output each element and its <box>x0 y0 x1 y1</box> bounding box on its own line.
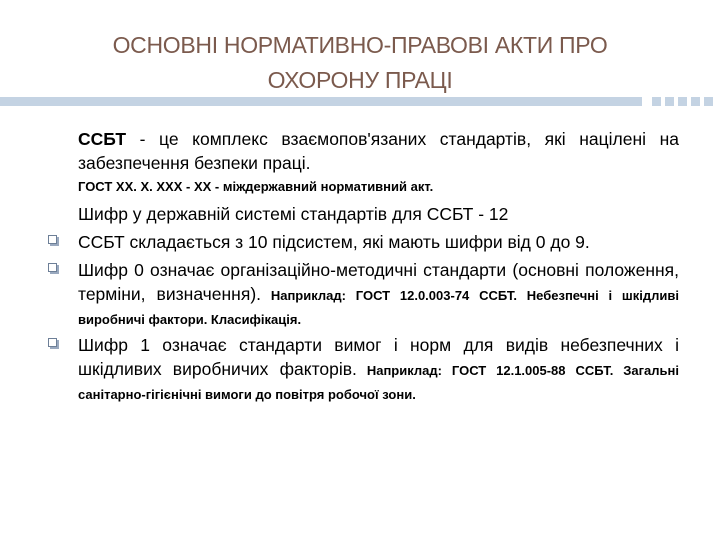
bullet-item-cipher-1-text: Шифр 1 означає стандарти вимог і норм для видів небезпечних і шкідливих виробничих факторів. <box>78 335 679 379</box>
bullet-item-subsystems-text: ССБТ складається з 10 підсистем, які мають шифри від 0 до 9. <box>78 232 590 252</box>
divider-square-4 <box>691 97 700 106</box>
divider-square-2 <box>665 97 674 106</box>
title-line-1: ОСНОВНІ НОРМАТИВНО-ПРАВОВІ АКТИ ПРО <box>112 32 608 58</box>
divider-square-5 <box>704 97 713 106</box>
bullet-square-icon <box>48 338 57 347</box>
title-divider-bar <box>0 97 642 106</box>
bullet-item-subsystems <box>78 230 679 254</box>
paragraph-cipher-12: Шифр у державній системі стандартів для ССБТ - 12 <box>78 204 509 224</box>
paragraph-gost-format: ГОСТ ХХ. Х. ХХХ - ХХ - міждержавний нормативний акт. <box>78 179 434 194</box>
divider-square-1 <box>652 97 661 106</box>
bullet-item-cipher-0-text: Шифр 0 означає організаційно-методичні стандарти (основні положення, терміни, визначення). <box>78 260 679 304</box>
bullet-item-cipher-1-example: Наприклад: ГОСТ 12.1.005-88 ССБТ. Загальні санітарно-гігієнічні вимоги до повітря робочої зони. <box>78 363 679 402</box>
title-line-2: ОХОРОНУ ПРАЦІ <box>267 67 453 93</box>
bullet-square-icon <box>48 263 57 272</box>
paragraph-ssbt-definition <box>78 127 679 175</box>
bullet-item-cipher-1 <box>78 333 679 405</box>
slide-body <box>78 127 679 405</box>
bullet-item-cipher-0 <box>78 258 679 330</box>
ssbt-term: ССБТ <box>78 129 127 149</box>
bullet-square-icon <box>48 235 57 244</box>
ssbt-definition-text: - це комплекс взаємопов'язаних стандартів, які націлені на забезпечення безпеки праці. <box>78 129 679 173</box>
bullet-item-cipher-0-example: Наприклад: ГОСТ 12.0.003-74 ССБТ. Небезпечні і шкідливі виробничі фактори. Класифікація. <box>78 288 679 327</box>
slide-title <box>60 28 660 98</box>
divider-square-3 <box>678 97 687 106</box>
